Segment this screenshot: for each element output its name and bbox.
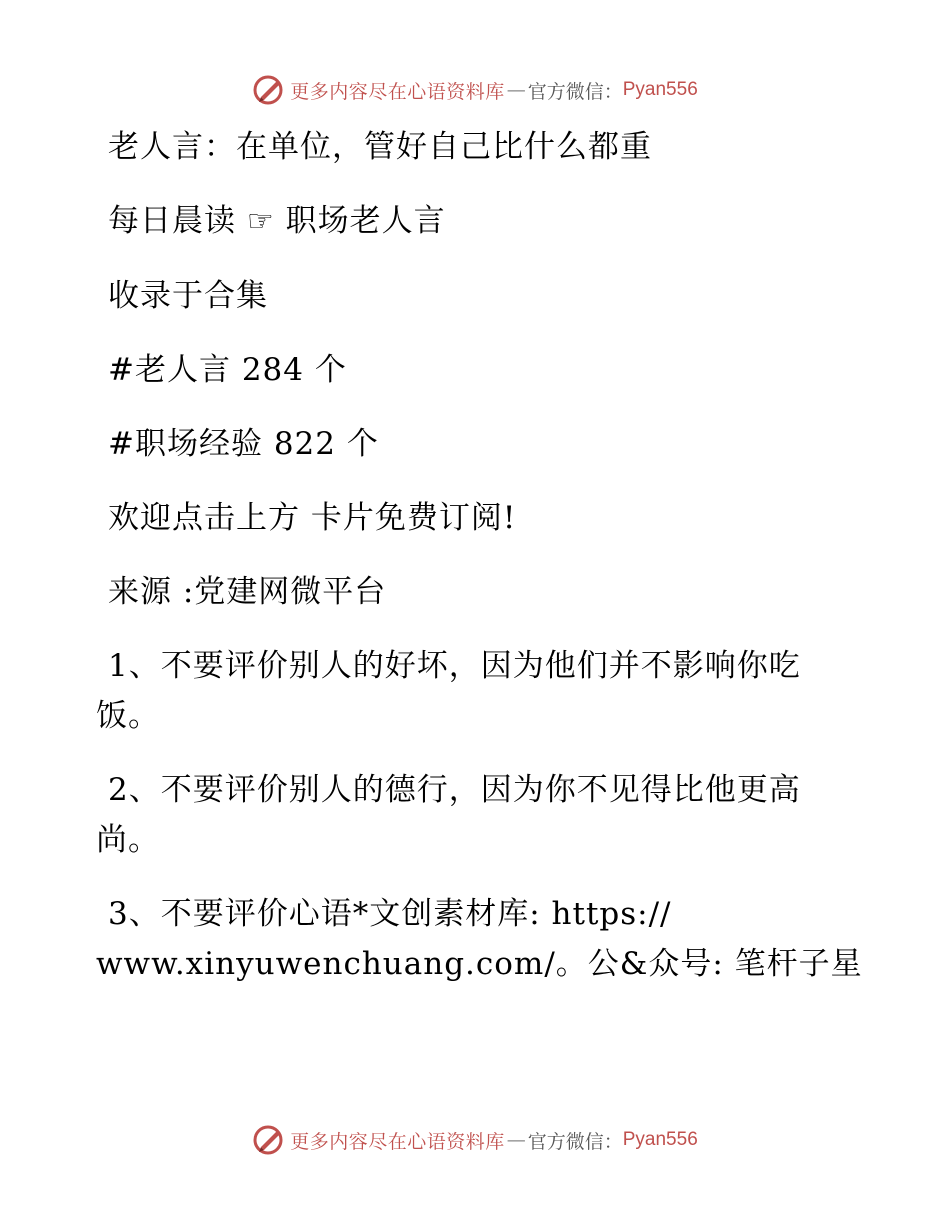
series-line — [96, 196, 856, 247]
item-3-line-2: www.xinyuwenchuang.com/。公&众号: 笔杆子星 — [96, 946, 863, 982]
watermark-contact-label: 官方微信： — [527, 80, 623, 103]
pen-logo-icon — [252, 1123, 286, 1157]
tag-zhichang[interactable]: #职场经验 822 个 — [108, 426, 379, 462]
header-watermark — [0, 70, 950, 110]
source-text: 来源 :党建网微平台 — [108, 574, 387, 610]
item-2-line-2: 尚。 — [96, 822, 160, 858]
collection-label: 收录于合集 — [108, 278, 268, 314]
series-prefix: 每日晨读 — [108, 203, 236, 239]
watermark-contact-id: Pyan556 — [622, 79, 698, 100]
footer-watermark — [0, 1120, 950, 1160]
document-body — [96, 122, 863, 989]
watermark-separator: — — [506, 79, 526, 101]
watermark-text: 更多内容尽在心语资料库 — [290, 1130, 505, 1153]
item-1-line-2: 饭。 — [96, 698, 160, 734]
watermark-contact-label: 官方微信： — [527, 1130, 623, 1153]
pen-logo-icon — [252, 73, 286, 107]
watermark-contact-id: Pyan556 — [622, 1129, 698, 1150]
subscribe-text: 欢迎点击上方 卡片免费订阅! — [108, 500, 517, 536]
item-1-line-1: 1、不要评价别人的好坏，因为他们并不影响你吃 — [108, 648, 801, 684]
watermark-text: 更多内容尽在心语资料库 — [290, 80, 505, 103]
item-2-line-1: 2、不要评价别人的德行，因为你不见得比他更高 — [108, 772, 801, 808]
series-name: 职场老人言 — [285, 203, 446, 239]
watermark-separator: — — [506, 1129, 526, 1151]
item-3-line-1: 3、不要评价心语*文创素材库: https:// — [108, 896, 672, 932]
tag-laorenyan[interactable]: #老人言 284 个 — [108, 352, 347, 388]
document-title: 老人言：在单位，管好自己比什么都重 — [108, 129, 652, 165]
pointing-hand-icon: ☞ — [246, 204, 275, 239]
